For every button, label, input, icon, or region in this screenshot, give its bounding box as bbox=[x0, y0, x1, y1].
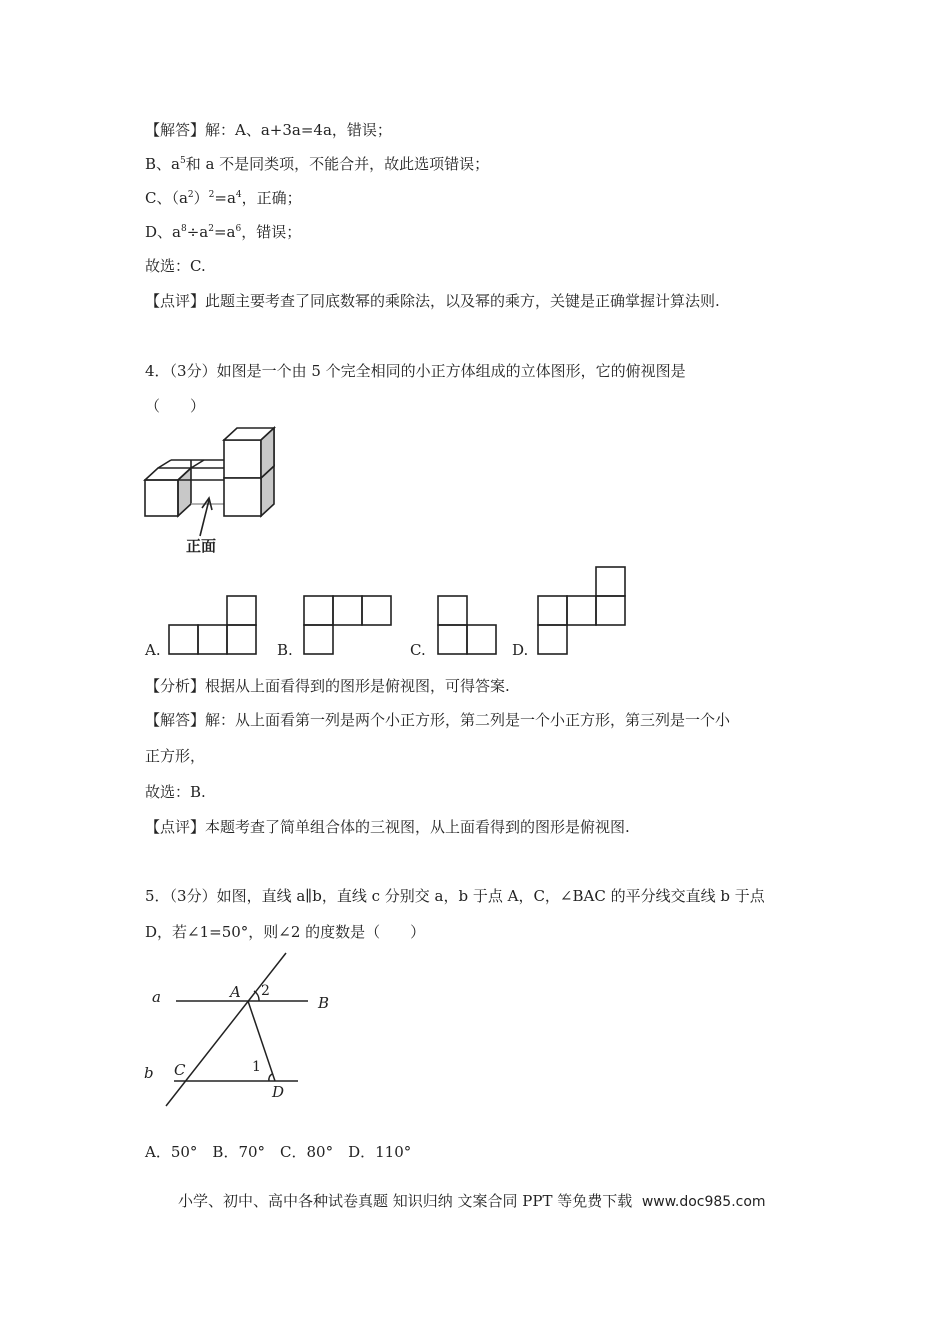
label-D: D bbox=[272, 1083, 285, 1101]
analysis-tag: 【分析】 bbox=[145, 677, 206, 695]
q4-option-a-figure bbox=[168, 594, 258, 656]
q5-options: A．50° B．70° C．80° D．110° bbox=[145, 1143, 412, 1161]
q4-blank: （ ） bbox=[145, 397, 206, 415]
cube-front-left bbox=[145, 480, 178, 516]
label-A: A bbox=[230, 983, 241, 1001]
comment-text: 本题考查了简单组合体的三视图，从上面看得到的图形是俯视图. bbox=[205, 818, 630, 836]
comment-tag: 【点评】 bbox=[145, 818, 206, 836]
q4-option-c-label: C. bbox=[410, 641, 426, 659]
line-c bbox=[166, 953, 286, 1106]
label-b: b bbox=[144, 1064, 154, 1082]
front-label: 正面 bbox=[186, 537, 217, 555]
q4-comment bbox=[145, 817, 630, 837]
label-angle-1: 1 bbox=[252, 1059, 261, 1075]
q3-answer-line-b: B、$a^5$和 a 不是同类项，不能合并，故此选项错误； bbox=[145, 155, 490, 173]
page-footer bbox=[178, 1190, 766, 1211]
q4-analysis bbox=[145, 676, 510, 696]
q4-option-d-figure bbox=[536, 565, 628, 657]
q4-option-b-figure bbox=[302, 594, 394, 656]
q4-option-d-label: D. bbox=[512, 641, 529, 659]
q4-stem: 4．（3分）如图是一个由 5 个完全相同的小正方体组成的立体图形，它的俯视图是 bbox=[145, 362, 686, 380]
q4-cube-figure bbox=[138, 420, 283, 560]
cube-stack-top bbox=[224, 440, 261, 478]
q4-answer-line2: 正方形， bbox=[145, 747, 206, 765]
q3-comment bbox=[145, 291, 720, 311]
comment-text: 此题主要考查了同底数幂的乘除法，以及幂的乘方，关键是正确掌握计算法则. bbox=[205, 292, 720, 310]
q5-stem-line1: 5．（3分）如图，直线 a∥b，直线 c 分别交 a，b 于点 A，C，∠BAC 的平分线交直线 b 于点 bbox=[145, 887, 765, 905]
label-angle-2: 2 bbox=[261, 983, 270, 999]
label-B: B bbox=[318, 994, 330, 1012]
cube-side-face bbox=[178, 468, 191, 516]
cube-stack-bottom bbox=[224, 478, 261, 516]
answer-text: 解：从上面看第一列是两个小正方形，第二列是一个小正方形，第三列是一个小 bbox=[205, 711, 731, 729]
q3-answer-line-c: C、$(a^2)^2=a^4$，正确； bbox=[145, 189, 302, 207]
q4-choice: 故选：B. bbox=[145, 783, 206, 801]
footer-site-link[interactable]: www.doc985.com bbox=[641, 1194, 766, 1210]
analysis-text: 根据从上面看得到的图形是俯视图，可得答案. bbox=[205, 677, 510, 695]
label-C: C bbox=[174, 1061, 186, 1079]
answer-tag: 【解答】 bbox=[145, 121, 206, 139]
q5-stem-line2: D，若∠1=50°，则∠2 的度数是（ ） bbox=[145, 923, 426, 941]
q3-choice: 故选：C. bbox=[145, 257, 206, 275]
label-a: a bbox=[152, 988, 161, 1006]
footer-text: 小学、初中、高中各种试卷真题 知识归纳 文案合同 PPT 等免费下载 bbox=[178, 1192, 633, 1210]
q4-answer-line1 bbox=[145, 710, 730, 730]
angle-1-arc bbox=[269, 1074, 272, 1081]
q3-answer-line-d: D、$a^8\div a^2=a^6$，错误； bbox=[145, 223, 302, 241]
answer-tag: 【解答】 bbox=[145, 711, 206, 729]
q5-parallel-lines-figure bbox=[138, 950, 338, 1110]
comment-tag: 【点评】 bbox=[145, 292, 206, 310]
q4-option-a-label: A. bbox=[145, 641, 161, 659]
q4-option-c-figure bbox=[436, 594, 498, 656]
q3-answer-line-a bbox=[145, 120, 392, 140]
answer-text: 解：A、a+3a=4a，错误； bbox=[205, 121, 392, 139]
q4-option-b-label: B. bbox=[277, 641, 293, 659]
